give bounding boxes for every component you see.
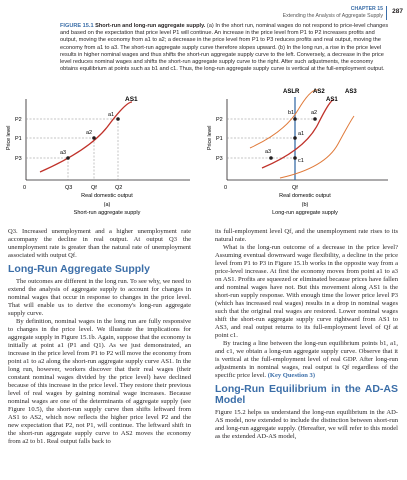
panel-b-p2-label: P2 [216,117,223,123]
figure-label: FIGURE 15.1 [60,23,94,29]
panel-a-point-a3 [66,156,70,160]
panel-b-point-c1 [293,156,297,160]
panel-a-x-label: Real domestic output [81,193,133,199]
panel-a-a3-label: a3 [60,150,67,156]
panel-b-origin: 0 [224,185,228,191]
panel-a-origin: 0 [23,185,27,191]
panel-a-p2-label: P2 [15,117,22,123]
section-heading-long-run-equilibrium: Long-Run Equilibrium in the AD-AS Model [215,383,398,406]
panel-a-letter: (a) [103,202,111,208]
panel-b-a1-label: a1 [298,131,305,137]
left-paragraph-1: Q3. Increased unemployment and a higher unemployment rate accompany the decline in real output. At output Q3 the unemployment rate is greater than the natural rate of unemployment associated with output Qf. [8,228,191,259]
section-heading-long-run-as: Long-Run Aggregate Supply [8,263,150,275]
figure-caption-text: (a) In the short run, nominal wages do not respond to price-level changes and based on the expectation that price level P1 will continue. An increase in the price level from P1 to P2 increases profits and output, moving the economy from a1 to a2; a decrease in the price level from P1 to P3 reduces profits and real output, moving the economy from a1 to a3. The short-run aggregate supply curve therefore slopes upward. (b) In the long run, a rise in the price level results in higher nominal wages and thus shifts the short-run aggregate supply curve to the left. Conversely, a decrease in the price level reduces nominal wages and shifts the short-run aggregate supply curve to the right. After such adjustments, the economy obtains equilibrium at points such as b1 and c1. Thus, the long-run aggregate supply curve is vertical at the full-employment output. [60,23,389,73]
panel-a-as1-label: AS1 [125,96,138,103]
panel-b-point-a3 [269,156,273,160]
panel-b-as2-label: AS2 [313,89,325,95]
panel-a-a1-label: a2 [86,130,93,136]
left-column [8,228,191,446]
panel-a-y-label: Price level [6,125,12,150]
panel-b-p1-label: P1 [216,136,223,142]
panel-b-b1-label: b1 [288,110,295,116]
right-column [215,228,398,441]
panel-a-point-a1 [92,136,96,140]
panel-a-q2-label: Q2 [115,185,123,191]
panel-b-letter: (b) [301,202,309,208]
panel-b-as3-label: AS3 [345,89,357,95]
key-question-link[interactable]: (Key Question 3) [267,372,315,379]
right-paragraph-2: What is the long-run outcome of a decrease in the price level? Assuming eventual downward wage flexibility, a decline in the price level from P1 to P3 in Figure 15.1b works in the opposite way from a price-level increase. At first the economy moves from point a1 to a3 on AS1. Profits are squeezed or eliminated because prices have fallen and nominal wages have not. But this movement along AS1 is the short-run supply response. With enough time the lower price level P3 (which has increased real wages) results in a drop in nominal wages such that the original real wages are restored. Lower nominal wages shift the short-run aggregate supply curve rightward from AS1 to AS3, and real output returns to its full-employment level of Qf at point c1. [215,244,398,339]
panel-b-a3-label: a3 [265,149,272,155]
panel-b-aslr-label: ASLR [283,89,300,95]
right-paragraph-3 [215,340,398,380]
panel-b-p3-label: P3 [216,156,223,162]
panel-a-caption: Short-run aggregate supply [73,210,141,216]
right-paragraph-4: Figure 15.2 helps us understand the long-run equilibrium in the AD-AS model, now extended to include the distinction between short-run and long-run aggregate supply. (Hereafter, we will refer to this model as the extended AD-AS model, [215,409,398,440]
right-paragraph-1: its full-employment level Qf, and the unemployment rate rises to its natural rate. [215,228,398,243]
panel-b-qf-label: Qf [292,185,298,191]
panel-a-p1-label: P1 [15,136,22,142]
left-paragraph-2: The outcomes are different in the long run. To see why, we need to extend the analysis of aggregate supply to account for changes in nominal wages that occur in response to changes in the price level. That will enable us to derive the economy's long-run aggregate supply curve. [8,278,191,317]
panel-b-as1-label: AS1 [326,97,338,103]
panel-a-qf-label: Qf [91,185,97,191]
panel-b-point-a1 [293,136,297,140]
running-title: Extending the Analysis of Aggregate Supply [282,13,383,19]
panel-a-a2-label: a1 [108,112,115,118]
left-paragraph-3: By definition, nominal wages in the long run are fully responsive to changes in the price level. We illustrate the implications for aggregate supply in Figure 15.1b. Again, suppose that the economy is initially at point a1 (P1 and Q1). As we just demonstrated, an increase in the price level from P1 to P2 will move the economy from point a1 to a2 along the short-run aggregate supply curve AS1. In the long run, however, workers discover that their real wages (their constant nominal wages divided by the price level) have declined because of this increase in the price level. They restore their previous level of real wages by gaining nominal wage increases. Because nominal wages are one of the determinants of aggregate supply (see Figure 10.5), the short-run supply curve then shifts leftward from AS1 to AS2, which now reflects the higher price level P2 and the new expectation that P2, not P1, will continue. The leftward shift in the short-run aggregate supply curve to AS2 moves the economy from a2 to b1. Real output falls back to [8,318,191,445]
panel-b-caption: Long-run aggregate supply [272,210,338,216]
panel-b-y-label: Price level [207,125,213,150]
panel-b-c1-label: c1 [298,158,304,164]
panel-b-point-b1 [293,117,297,121]
panel-a-p3-label: P3 [15,156,22,162]
page-number: 287 [392,8,403,15]
panel-b-a2-label: a2 [311,110,318,116]
chapter-label: CHAPTER 15 [350,6,383,12]
right-paragraph-3-text: By tracing a line between the long-run equilibrium points b1, a1, and c1, we obtain a long-run aggregate supply curve. Observe that it is vertical at the full-employment level of real GDP. After long-run adjustments in nominal wages, real output is Qf regardless of the specific price level. [215,340,398,379]
panel-b-x-label: Real domestic output [279,193,331,199]
figure-title: Short-run and long-run aggregate supply. [95,23,206,29]
panel-a-q3-label: Q3 [65,185,73,191]
panel-a-point-a2 [116,117,120,121]
panel-b-point-a2 [313,117,317,121]
